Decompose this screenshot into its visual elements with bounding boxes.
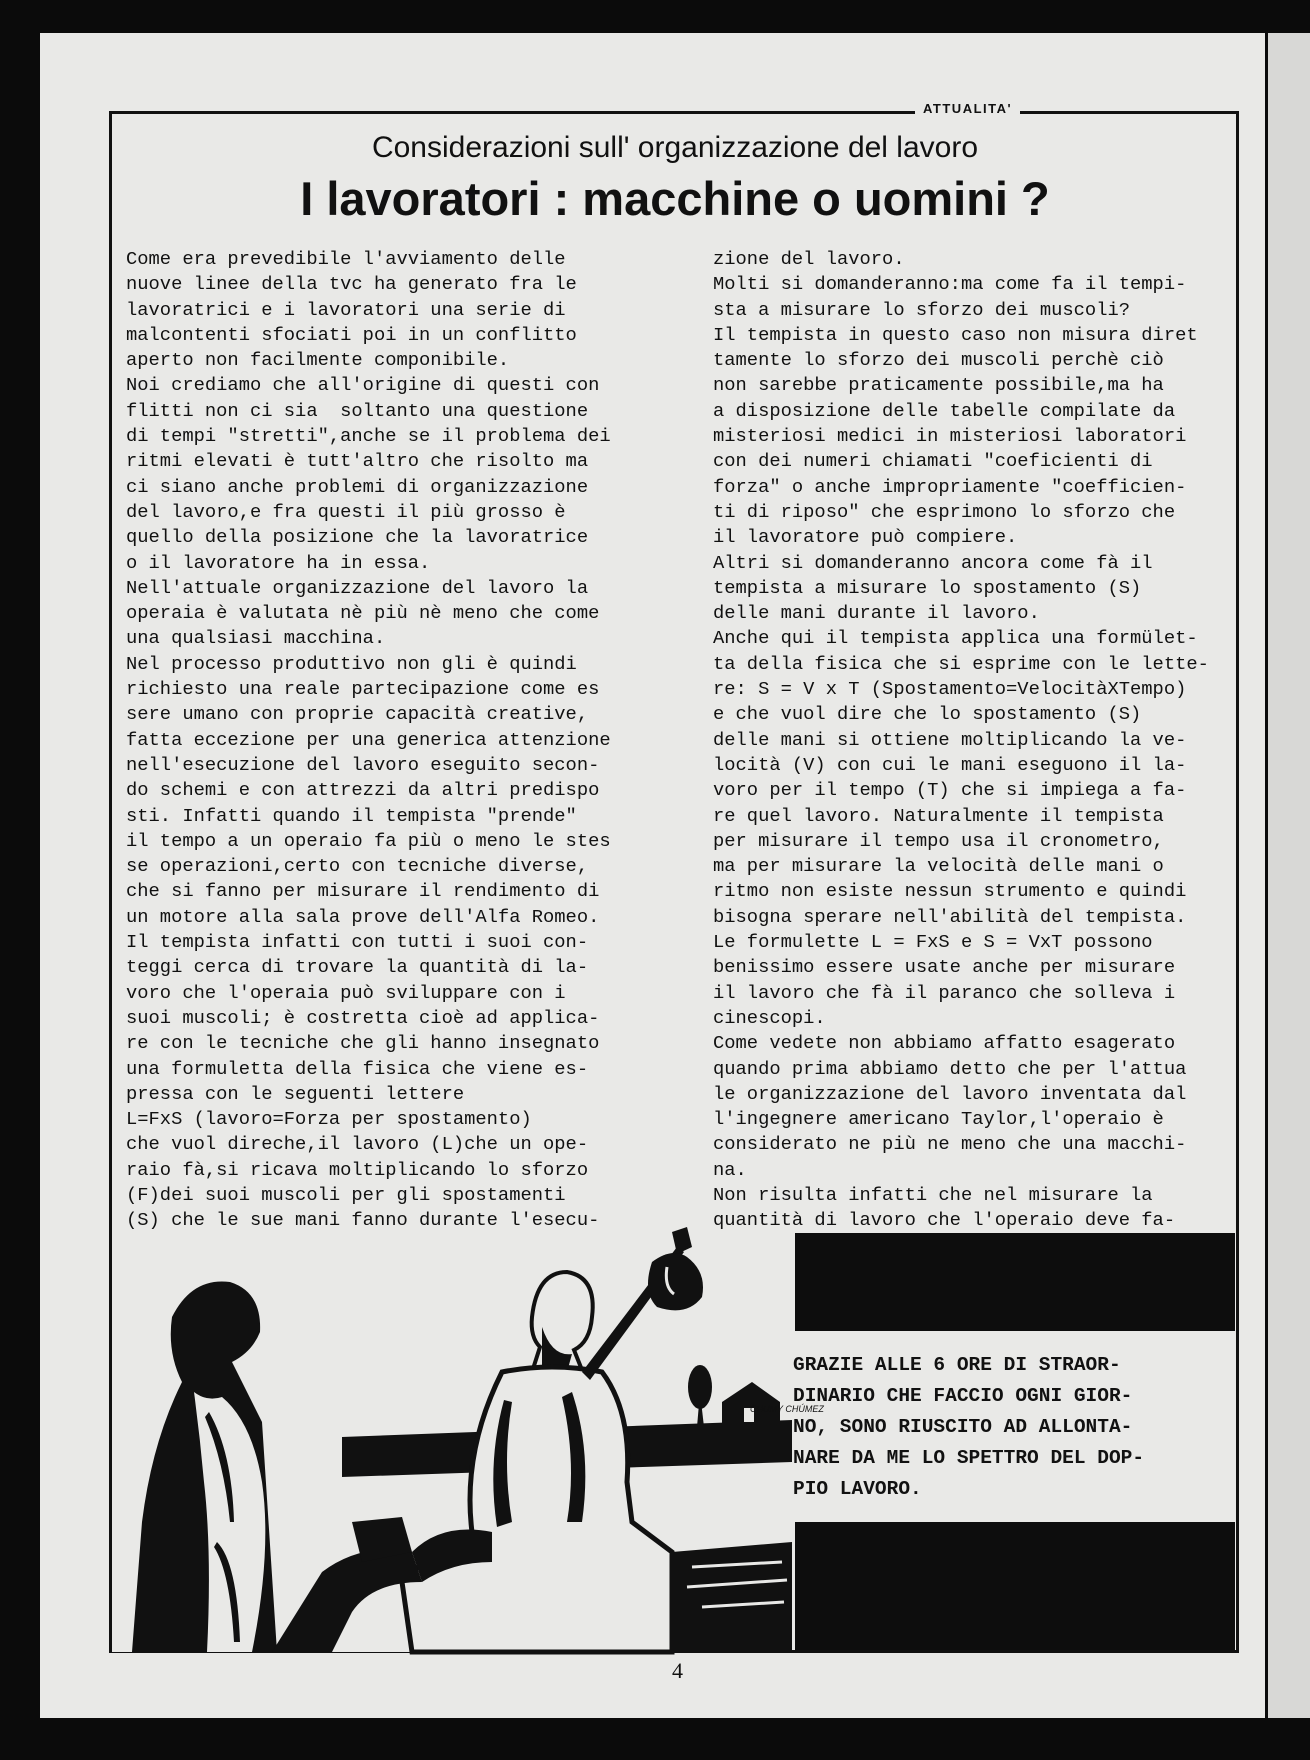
text-line: che vuol direche,il lavoro (L)che un ope-	[126, 1133, 589, 1156]
cartoon-black-panel-top	[795, 1233, 1235, 1331]
text-line: di tempi "stretti",anche se il problema dei	[126, 425, 611, 448]
text-line: non sarebbe praticamente possibile,ma ha	[713, 374, 1164, 397]
text-line: misteriosi medici in misteriosi laboratori	[713, 425, 1187, 448]
section-tag: ATTUALITA'	[915, 97, 1020, 121]
text-line: na.	[713, 1158, 747, 1181]
woman-figure	[132, 1281, 277, 1652]
text-line: e che vuol dire che lo spostamento (S)	[713, 703, 1142, 726]
text-line: (S) che le sue mani fanno durante l'esecu-	[126, 1209, 600, 1232]
text-line: flitti non ci sia soltanto una questione	[126, 399, 589, 422]
text-line: o il lavoratore ha in essa.	[126, 551, 431, 574]
text-line: lavoratrici e i lavoratori una serie di	[126, 298, 566, 321]
text-line: nuove linee della tvc ha generato fra le	[126, 273, 577, 296]
text-line: locità (V) con cui le mani eseguono il la-	[713, 753, 1187, 776]
text-line: voro che l'operaia può sviluppare con i	[126, 981, 566, 1004]
text-line: do schemi e con attrezzi da altri predispo	[126, 779, 600, 802]
text-line: sta a misurare lo sforzo dei muscoli?	[713, 298, 1131, 321]
article-column-right	[713, 247, 1209, 1234]
text-line: l'ingegnere americano Taylor,l'operaio è	[713, 1108, 1164, 1131]
text-line: operaia è valutata nè più nè meno che come	[126, 602, 600, 625]
text-line: nell'esecuzione del lavoro eseguito secon-	[126, 753, 600, 776]
text-line: re: S = V x T (Spostamento=VelocitàXTempo)	[713, 678, 1187, 701]
frame-rule-top	[112, 111, 1238, 114]
text-line: Molti si domanderanno:ma come fa il tempi-	[713, 273, 1187, 296]
text-line: teggi cerca di trovare la quantità di la-	[126, 956, 589, 979]
text-line: ritmo non esiste nessun strumento e quindi	[713, 880, 1187, 903]
text-line: le organizzazione del lavoro inventata dal	[713, 1082, 1187, 1105]
text-line: ci siano anche problemi di organizzazione	[126, 475, 589, 498]
text-line: fatta eccezione per una generica attenzione	[126, 728, 611, 751]
text-line: il tempo a un operaio fa più o meno le stes	[126, 829, 611, 852]
text-line: il lavoratore può compiere.	[713, 526, 1018, 549]
text-line: quando prima abbiamo detto che per l'attua	[713, 1057, 1187, 1080]
article-kicker: Considerazioni sull' organizzazione del lavoro	[371, 131, 979, 164]
text-line: pressa con le seguenti lettere	[126, 1082, 465, 1105]
cartoon-illustration	[112, 1222, 824, 1652]
text-line: con dei numeri chiamati "coeficienti di	[713, 450, 1153, 473]
text-line: Nel processo produttivo non gli è quindi	[126, 652, 577, 675]
cartoon-signature: CHUMY CHÚMEZ	[750, 1404, 824, 1414]
text-line: re quel lavoro. Naturalmente il tempista	[713, 804, 1164, 827]
text-line: (F)dei suoi muscoli per gli spostamenti	[126, 1183, 566, 1206]
text-line: una qualsiasi macchina.	[126, 627, 386, 650]
text-line: raio fà,si ricava moltiplicando lo sforzo	[126, 1158, 589, 1181]
text-line: malcontenti sfociati poi in un conflitto	[126, 323, 577, 346]
text-line: bisogna sperare nell'abilità del tempista.	[713, 905, 1187, 928]
next-page-edge	[1268, 33, 1310, 1718]
text-line: delle mani durante il lavoro.	[713, 602, 1040, 625]
text-line: quello della posizione che la lavoratrice	[126, 526, 589, 549]
text-line: un motore alla sala prove dell'Alfa Romeo.	[126, 905, 600, 928]
text-line: zione del lavoro.	[713, 248, 905, 270]
cartoon-caption: GRAZIE ALLE 6 ORE DI STRAOR- DINARIO CHE FACCIO OGNI GIOR- NO, SONO RIUSCITO AD ALLONTA- NARE DA ME LO SPETTRO DEL DOP- PIO LAVORO.	[793, 1354, 1145, 1500]
text-line: se operazioni,certo con tecniche diverse,	[126, 855, 589, 878]
text-line: Le formulette L = FxS e S = VxT possono	[713, 931, 1153, 954]
text-line: Nell'attuale organizzazione del lavoro la	[126, 576, 589, 599]
text-line: ta della fisica che si esprime con le lette-	[713, 652, 1209, 675]
text-line: ti di riposo" che esprimono lo sforzo che	[713, 500, 1176, 523]
text-line: quantità di lavoro che l'operaio deve fa-	[713, 1209, 1176, 1232]
text-line: Il tempista in questo caso non misura diret	[713, 323, 1198, 346]
article-headline: I lavoratori : macchine o uomini ?	[300, 172, 1050, 225]
text-line: Altri si domanderanno ancora come fà il	[713, 551, 1153, 574]
text-line: voro per il tempo (T) che si impiega a fa-	[713, 779, 1187, 802]
text-line: richiesto una reale partecipazione come es	[126, 678, 600, 701]
text-line: Non risulta infatti che nel misurare la	[713, 1183, 1153, 1206]
text-line: una formuletta della fisica che viene es-	[126, 1057, 589, 1080]
text-line: forza" o anche impropriamente "coefficien-	[713, 475, 1187, 498]
cartoon-black-panel-bottom	[795, 1522, 1235, 1650]
text-line: tamente lo sforzo dei muscoli perchè ciò	[713, 349, 1164, 372]
text-line: aperto non facilmente componibile.	[126, 349, 510, 372]
text-line: considerato ne più ne meno che una macchi-	[713, 1133, 1187, 1156]
text-line: che si fanno per misurare il rendimento di	[126, 880, 600, 903]
text-line: Anche qui il tempista applica una formület-	[713, 627, 1198, 650]
text-line: suoi muscoli; è costretta cioè ad applica-	[126, 1006, 600, 1029]
text-line: ma per misurare la velocità delle mani o	[713, 855, 1164, 878]
text-line: cinescopi.	[713, 1006, 826, 1029]
text-line: benissimo essere usate anche per misurare	[713, 956, 1176, 979]
text-line: re con le tecniche che gli hanno insegnato	[126, 1032, 600, 1055]
text-line: L=FxS (lavoro=Forza per spostamento)	[126, 1108, 532, 1131]
article-column-left	[126, 247, 611, 1234]
text-line: Il tempista infatti con tutti i suoi con-	[126, 931, 589, 954]
text-line: Come vedete non abbiamo affatto esagerato	[713, 1032, 1176, 1055]
text-line: Come era prevedibile l'avviamento delle	[126, 248, 566, 270]
text-line: Noi crediamo che all'origine di questi con	[126, 374, 600, 397]
text-line: sti. Infatti quando il tempista "prende"	[126, 804, 577, 827]
text-line: a disposizione delle tabelle compilate da	[713, 399, 1176, 422]
page-number: 4	[672, 1658, 683, 1683]
text-line: ritmi elevati è tutt'altro che risolto ma	[126, 450, 589, 473]
text-line: il lavoro che fà il paranco che solleva i	[713, 981, 1176, 1004]
text-line: per misurare il tempo usa il cronometro,	[713, 829, 1164, 852]
text-line: delle mani si ottiene moltiplicando la ve-	[713, 728, 1187, 751]
text-line: del lavoro,e fra questi il più grosso è	[126, 500, 566, 523]
text-line: sere umano con proprie capacità creative,	[126, 703, 589, 726]
text-line: tempista a misurare lo spostamento (S)	[713, 576, 1142, 599]
